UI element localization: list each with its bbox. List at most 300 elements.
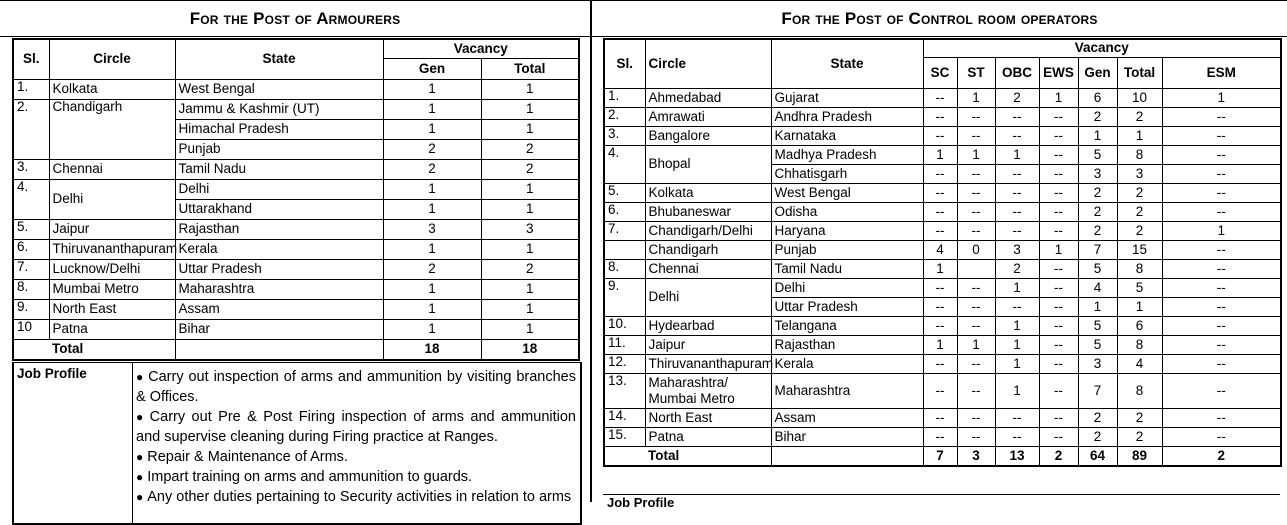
gen-cell: 1 [383, 180, 481, 200]
job-profile-label: Job Profile [17, 366, 87, 381]
total-sc: 7 [923, 447, 957, 467]
state-cell: Uttarakhand [175, 200, 383, 220]
obc-cell: -- [995, 184, 1039, 203]
total-cell: 2 [1117, 184, 1162, 203]
sc-cell: 1 [923, 336, 957, 355]
gen-cell: 5 [1078, 336, 1117, 355]
circle-cell: Patna [49, 320, 175, 340]
st-cell: -- [957, 428, 995, 447]
ews-cell: -- [1039, 127, 1078, 146]
total-cell: 1 [1117, 127, 1162, 146]
state-cell: Odisha [771, 203, 923, 222]
total-obc: 13 [995, 447, 1039, 467]
total-cell: 2 [1117, 108, 1162, 127]
total-cell: 1 [481, 280, 579, 300]
obc-cell: 1 [995, 317, 1039, 336]
circle-cell: Jaipur [49, 220, 175, 240]
bullet-icon: ● [136, 450, 144, 464]
circle-cell: Chennai [645, 260, 771, 279]
gen-cell: 2 [1078, 428, 1117, 447]
esm-cell: -- [1162, 428, 1281, 447]
ews-cell: -- [1039, 260, 1078, 279]
sl-cell: 10. [604, 317, 645, 336]
total-cell: 5 [1117, 279, 1162, 298]
sc-cell: -- [923, 355, 957, 374]
total-cell: 2 [1117, 409, 1162, 428]
esm-cell: -- [1162, 241, 1281, 260]
total-cell: 15 [1117, 241, 1162, 260]
table-row [13, 300, 579, 320]
st-cell [957, 260, 995, 279]
st-cell: -- [957, 165, 995, 184]
table-row [13, 80, 579, 100]
header-state: State [771, 39, 923, 89]
gen-cell: 7 [1078, 241, 1117, 260]
circle-cell: Bangalore [645, 127, 771, 146]
header-obc: OBC [995, 58, 1039, 89]
state-cell: Karnataka [771, 127, 923, 146]
total-cell: 8 [1117, 260, 1162, 279]
circle-cell: North East [645, 409, 771, 428]
table-row [604, 222, 1281, 241]
sl-cell: 14. [604, 409, 645, 428]
header-esm: ESM [1162, 58, 1281, 89]
circle-cell: Kolkata [49, 80, 175, 100]
sl-cell [604, 241, 645, 260]
sl-cell: 4. [604, 146, 645, 184]
st-cell: 0 [957, 241, 995, 260]
state-cell: Maharashtra [175, 280, 383, 300]
total-sl-cell [604, 447, 645, 467]
control-room-rows [604, 89, 1281, 447]
gen-cell: 1 [383, 300, 481, 320]
obc-cell: -- [995, 165, 1039, 184]
gen-cell: 1 [383, 280, 481, 300]
esm-cell: -- [1162, 355, 1281, 374]
table-row [13, 160, 579, 180]
obc-cell: -- [995, 127, 1039, 146]
ews-cell: -- [1039, 203, 1078, 222]
ews-cell: -- [1039, 336, 1078, 355]
job-profile-item: ● Impart training on arms and ammunition to guards. [136, 469, 473, 485]
total-cell: 2 [481, 140, 579, 160]
job-profile-item: ● Any other duties pertaining to Security activities in relation to arms [136, 489, 572, 505]
state-cell: Chhatisgarh [771, 165, 923, 184]
header-sc: SC [923, 58, 957, 89]
gen-cell: 2 [1078, 222, 1117, 241]
st-cell: -- [957, 298, 995, 317]
total-ews: 2 [1039, 447, 1078, 467]
sl-cell: 4. [13, 180, 49, 220]
state-cell: Uttar Pradesh [175, 260, 383, 280]
gen-cell: 1 [383, 80, 481, 100]
esm-cell: -- [1162, 298, 1281, 317]
header-sl: Sl. [13, 39, 49, 80]
header-st: ST [957, 58, 995, 89]
ews-cell: -- [1039, 279, 1078, 298]
total-state-cell [771, 447, 923, 467]
circle-cell: Bhubaneswar [645, 203, 771, 222]
total-cell: 6 [1117, 317, 1162, 336]
total-cell: 1 [481, 80, 579, 100]
sl-cell: 9. [604, 279, 645, 317]
circle-cell: Delhi [49, 180, 175, 220]
ews-cell: -- [1039, 108, 1078, 127]
sc-cell: -- [923, 127, 957, 146]
control-room-table [603, 38, 1282, 467]
state-cell: Maharashtra [771, 374, 923, 409]
esm-cell: -- [1162, 317, 1281, 336]
sl-cell: 8. [13, 280, 49, 300]
state-cell: Andhra Pradesh [771, 108, 923, 127]
st-cell: -- [957, 279, 995, 298]
gen-cell: 3 [383, 220, 481, 240]
esm-cell: -- [1162, 203, 1281, 222]
state-cell: Kerala [175, 240, 383, 260]
ews-cell: -- [1039, 165, 1078, 184]
state-cell: Jammu & Kashmir (UT) [175, 100, 383, 120]
st-cell: 1 [957, 89, 995, 108]
sc-cell: -- [923, 374, 957, 409]
sl-cell: 2. [604, 108, 645, 127]
circle-cell: Hydearbad [645, 317, 771, 336]
total-st: 3 [957, 447, 995, 467]
sl-cell: 5. [13, 220, 49, 240]
total-gen: 18 [383, 340, 481, 361]
header-circle: Circle [49, 39, 175, 80]
sl-cell: 7. [13, 260, 49, 280]
gen-cell: 2 [1078, 203, 1117, 222]
gen-cell: 1 [383, 100, 481, 120]
st-cell: 1 [957, 146, 995, 165]
job-profile-item: ● Repair & Maintenance of Arms. [136, 449, 348, 465]
state-cell: Telangana [771, 317, 923, 336]
circle-cell: Thiruvananthapuram [49, 240, 175, 260]
obc-cell: -- [995, 298, 1039, 317]
total-label: Total [49, 340, 175, 361]
state-cell: West Bengal [175, 80, 383, 100]
state-cell: Delhi [175, 180, 383, 200]
gen-cell: 1 [1078, 298, 1117, 317]
st-cell: -- [957, 374, 995, 409]
gen-cell: 5 [1078, 260, 1117, 279]
st-cell: -- [957, 222, 995, 241]
esm-cell: -- [1162, 409, 1281, 428]
obc-cell: 3 [995, 241, 1039, 260]
ews-cell: -- [1039, 317, 1078, 336]
obc-cell: 1 [995, 355, 1039, 374]
ews-cell: -- [1039, 355, 1078, 374]
obc-cell: -- [995, 428, 1039, 447]
state-cell: Rajasthan [771, 336, 923, 355]
gen-cell: 2 [383, 140, 481, 160]
table-row [604, 336, 1281, 355]
table-row [604, 108, 1281, 127]
gen-cell: 2 [383, 160, 481, 180]
state-cell: Haryana [771, 222, 923, 241]
st-cell: -- [957, 355, 995, 374]
control-room-total-row [604, 447, 1281, 467]
sc-cell: -- [923, 165, 957, 184]
armourers-heading: For the Post of Armourers [0, 0, 590, 37]
table-row [13, 260, 579, 280]
total-total: 18 [481, 340, 579, 361]
header-ews: EWS [1039, 58, 1078, 89]
state-cell: Bihar [175, 320, 383, 340]
table-row [13, 240, 579, 260]
ews-cell: -- [1039, 409, 1078, 428]
armourers-panel [0, 0, 590, 505]
table-row [13, 100, 579, 120]
total-cell: 2 [481, 160, 579, 180]
circle-cell: Chandigarh/Delhi [645, 222, 771, 241]
total-total: 89 [1117, 447, 1162, 467]
sc-cell: 1 [923, 146, 957, 165]
job-profile-item: ● Carry out Pre & Post Firing inspection of arms and ammunition and supervise cleaning during Firing practice at Ranges. [136, 409, 576, 445]
header-vacancy: Vacancy [383, 39, 579, 59]
st-cell: -- [957, 203, 995, 222]
esm-cell: 1 [1162, 89, 1281, 108]
circle-cell: Chandigarh [645, 241, 771, 260]
total-cell: 1 [481, 320, 579, 340]
total-sl-cell [13, 340, 49, 361]
ews-cell: -- [1039, 146, 1078, 165]
table-row [604, 317, 1281, 336]
sl-cell: 10 [13, 320, 49, 340]
header-gen: Gen [1078, 58, 1117, 89]
table-row [604, 409, 1281, 428]
state-cell: West Bengal [771, 184, 923, 203]
gen-cell: 2 [1078, 184, 1117, 203]
state-cell: Delhi [771, 279, 923, 298]
control-room-job-profile [603, 494, 1280, 515]
esm-cell: -- [1162, 336, 1281, 355]
ews-cell: -- [1039, 374, 1078, 409]
sl-cell: 12. [604, 355, 645, 374]
circle-cell: Delhi [645, 279, 771, 317]
sl-cell: 3. [13, 160, 49, 180]
table-row [604, 89, 1281, 108]
state-cell: Madhya Pradesh [771, 146, 923, 165]
state-cell: Uttar Pradesh [771, 298, 923, 317]
control-room-heading: For the Post of Control room operators [592, 0, 1287, 37]
state-cell: Bihar [771, 428, 923, 447]
total-cell: 1 [481, 180, 579, 200]
obc-cell: 1 [995, 336, 1039, 355]
header-total: Total [1117, 58, 1162, 89]
sc-cell: -- [923, 279, 957, 298]
total-esm: 2 [1162, 447, 1281, 467]
st-cell: -- [957, 127, 995, 146]
total-cell: 8 [1117, 336, 1162, 355]
sl-cell: 11. [604, 336, 645, 355]
sl-cell: 13. [604, 374, 645, 409]
sc-cell: 1 [923, 260, 957, 279]
esm-cell: -- [1162, 165, 1281, 184]
armourers-table [12, 38, 580, 361]
state-cell: Assam [771, 409, 923, 428]
circle-cell: Patna [645, 428, 771, 447]
total-cell: 2 [1117, 428, 1162, 447]
ews-cell: -- [1039, 222, 1078, 241]
table-row [604, 241, 1281, 260]
sl-cell: 1. [604, 89, 645, 108]
header-vacancy: Vacancy [923, 39, 1281, 58]
obc-cell: -- [995, 203, 1039, 222]
gen-cell: 1 [383, 240, 481, 260]
armourers-rows [13, 80, 579, 340]
total-state-cell [175, 340, 383, 361]
circle-cell: Ahmedabad [645, 89, 771, 108]
job-profile-item: ● Carry out inspection of arms and ammunition by visiting branches & Offices. [136, 369, 576, 405]
header-circle: Circle [645, 39, 771, 89]
esm-cell: -- [1162, 127, 1281, 146]
obc-cell: -- [995, 222, 1039, 241]
sc-cell: -- [923, 203, 957, 222]
gen-cell: 1 [1078, 127, 1117, 146]
sc-cell: -- [923, 108, 957, 127]
circle-cell: Bhopal [645, 146, 771, 184]
header-state: State [175, 39, 383, 80]
sc-cell: -- [923, 317, 957, 336]
gen-cell: 2 [1078, 409, 1117, 428]
esm-cell: -- [1162, 279, 1281, 298]
gen-cell: 5 [1078, 146, 1117, 165]
circle-cell: Kolkata [645, 184, 771, 203]
job-profile-label: Job Profile [607, 495, 675, 510]
table-row [13, 280, 579, 300]
bullet-icon: ● [136, 370, 145, 384]
total-cell: 2 [1117, 203, 1162, 222]
sl-cell: 15. [604, 428, 645, 447]
obc-cell: 1 [995, 279, 1039, 298]
obc-cell: 2 [995, 260, 1039, 279]
sc-cell: -- [923, 428, 957, 447]
job-profile-divider [132, 363, 133, 523]
total-cell: 3 [481, 220, 579, 240]
gen-cell: 6 [1078, 89, 1117, 108]
circle-cell: Chennai [49, 160, 175, 180]
table-row [13, 180, 579, 200]
sl-cell: 7. [604, 222, 645, 241]
state-cell: Tamil Nadu [175, 160, 383, 180]
sc-cell: -- [923, 89, 957, 108]
sl-cell: 8. [604, 260, 645, 279]
ews-cell: 1 [1039, 241, 1078, 260]
bullet-icon: ● [136, 410, 146, 424]
esm-cell: -- [1162, 260, 1281, 279]
sl-cell: 9. [13, 300, 49, 320]
table-row [604, 146, 1281, 165]
ews-cell: -- [1039, 428, 1078, 447]
obc-cell: 2 [995, 89, 1039, 108]
gen-cell: 4 [1078, 279, 1117, 298]
table-row [604, 127, 1281, 146]
ews-cell: -- [1039, 184, 1078, 203]
table-row [604, 203, 1281, 222]
state-cell: Tamil Nadu [771, 260, 923, 279]
st-cell: -- [957, 184, 995, 203]
sl-cell: 6. [13, 240, 49, 260]
obc-cell: 1 [995, 374, 1039, 409]
gen-cell: 5 [1078, 317, 1117, 336]
gen-cell: 2 [383, 260, 481, 280]
st-cell: -- [957, 108, 995, 127]
gen-cell: 7 [1078, 374, 1117, 409]
gen-cell: 2 [1078, 108, 1117, 127]
ews-cell: 1 [1039, 89, 1078, 108]
table-row [13, 220, 579, 240]
total-cell: 1 [481, 200, 579, 220]
esm-cell: -- [1162, 108, 1281, 127]
table-row [604, 374, 1281, 409]
gen-cell: 1 [383, 120, 481, 140]
sl-cell: 6. [604, 203, 645, 222]
table-row [604, 260, 1281, 279]
total-cell: 10 [1117, 89, 1162, 108]
sc-cell: 4 [923, 241, 957, 260]
esm-cell: -- [1162, 184, 1281, 203]
state-cell: Punjab [771, 241, 923, 260]
state-cell: Rajasthan [175, 220, 383, 240]
sl-cell: 3. [604, 127, 645, 146]
total-cell: 8 [1117, 146, 1162, 165]
obc-cell: -- [995, 108, 1039, 127]
st-cell: -- [957, 317, 995, 336]
circle-cell: North East [49, 300, 175, 320]
sl-cell: 2. [13, 100, 49, 160]
sc-cell: -- [923, 298, 957, 317]
circle-cell: Maharashtra/ Mumbai Metro [645, 374, 771, 409]
total-gen: 64 [1078, 447, 1117, 467]
total-cell: 1 [481, 240, 579, 260]
sc-cell: -- [923, 222, 957, 241]
esm-cell: -- [1162, 374, 1281, 409]
job-profile-list [136, 367, 576, 507]
total-cell: 4 [1117, 355, 1162, 374]
gen-cell: 3 [1078, 355, 1117, 374]
bullet-icon: ● [136, 470, 144, 484]
st-cell: -- [957, 409, 995, 428]
st-cell: 1 [957, 336, 995, 355]
total-label: Total [645, 447, 771, 467]
circle-cell: Jaipur [645, 336, 771, 355]
control-room-panel [592, 0, 1287, 510]
state-cell: Punjab [175, 140, 383, 160]
total-cell: 3 [1117, 165, 1162, 184]
gen-cell: 1 [383, 200, 481, 220]
total-cell: 1 [1117, 298, 1162, 317]
table-row [604, 428, 1281, 447]
circle-cell: Chandigarh [49, 100, 175, 160]
sc-cell: -- [923, 409, 957, 428]
gen-cell: 3 [1078, 165, 1117, 184]
obc-cell: 1 [995, 146, 1039, 165]
circle-cell: Lucknow/Delhi [49, 260, 175, 280]
esm-cell: -- [1162, 146, 1281, 165]
armourers-total-row [13, 340, 579, 361]
header-total: Total [481, 59, 579, 80]
total-cell: 1 [481, 100, 579, 120]
total-cell: 1 [481, 300, 579, 320]
table-row [13, 320, 579, 340]
table-row [604, 355, 1281, 374]
header-gen: Gen [383, 59, 481, 80]
state-cell: Himachal Pradesh [175, 120, 383, 140]
ews-cell: -- [1039, 298, 1078, 317]
total-cell: 1 [481, 120, 579, 140]
state-cell: Kerala [771, 355, 923, 374]
